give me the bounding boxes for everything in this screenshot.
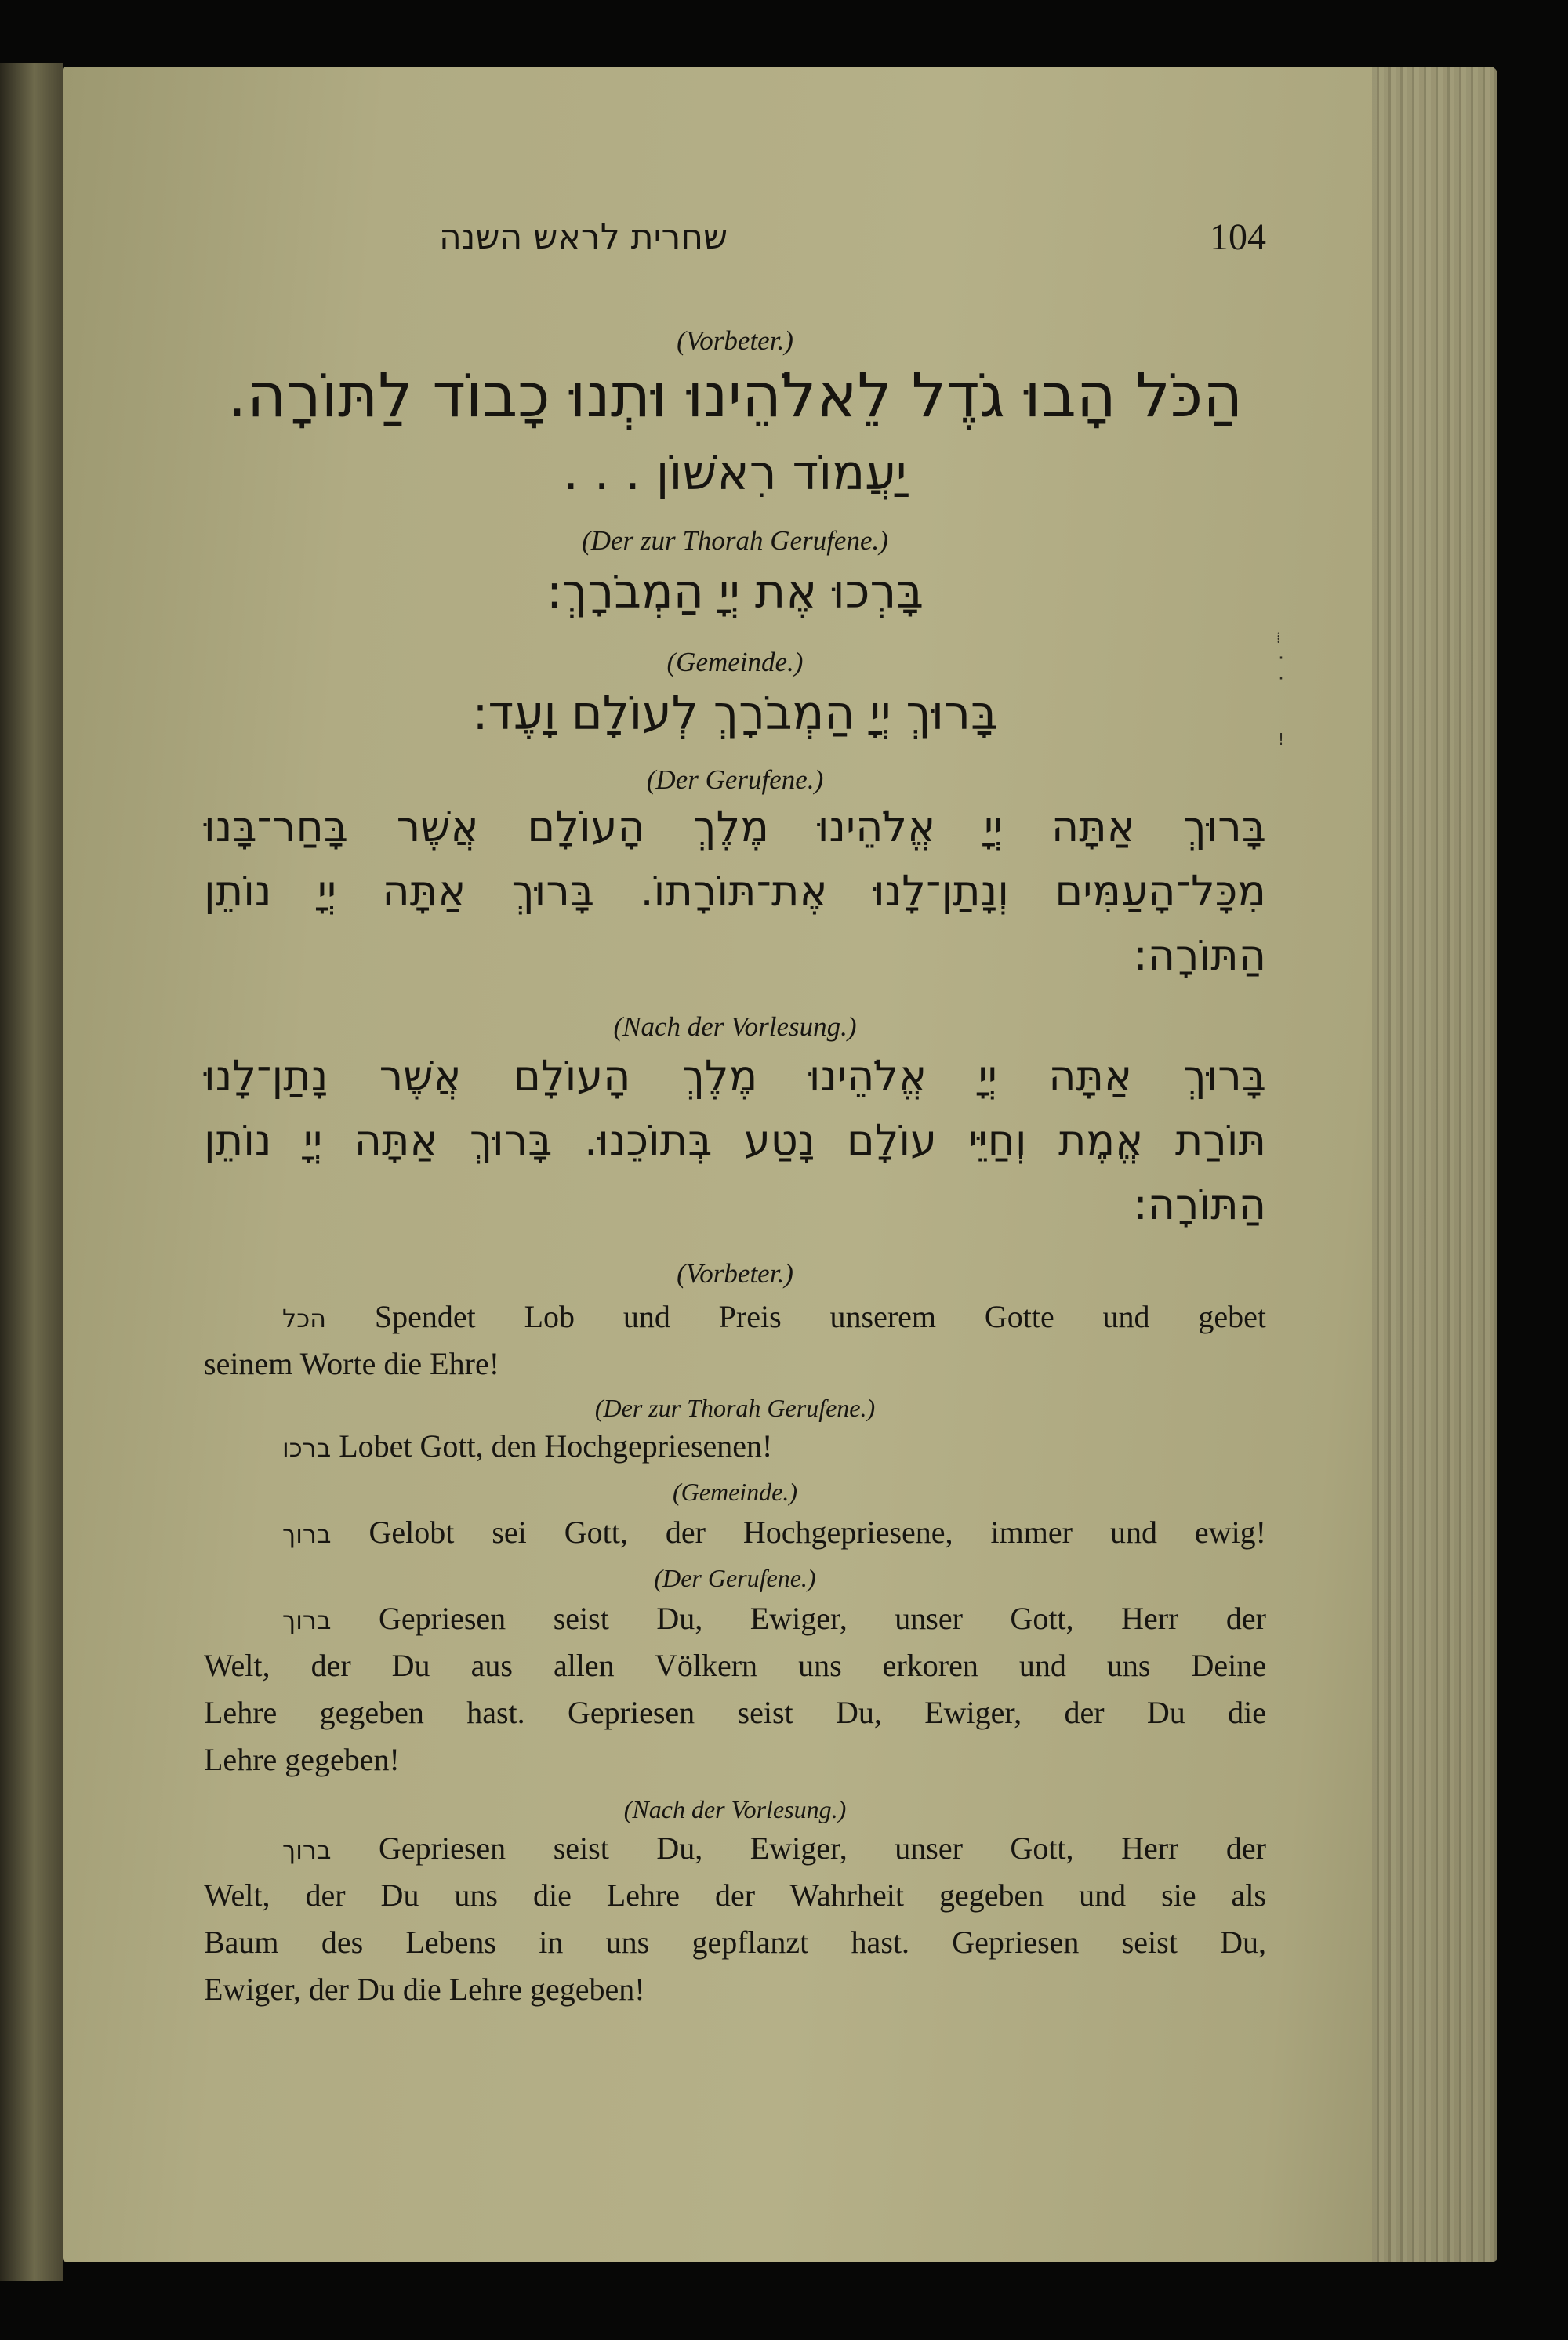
hebrew-cue-word: הכל [282,1304,327,1333]
german-line: ברוך Gepriesen seist Du, Ewiger, unser Gott, Herr der [282,1601,1266,1636]
german-line: Ewiger, der Du die Lehre gegeben! [204,1972,645,2007]
german-line-gelobt: ברוך Gelobt sei Gott, der Hochgepriesene, immer und ewig! [282,1515,1267,1550]
rubric-nach-der-vorlesung: (Nach der Vorlesung.) [613,1011,857,1042]
rubric-gemeinde-de: (Gemeinde.) [672,1478,798,1506]
adjacent-page-edge [0,63,63,2281]
hebrew-cue-word: ברוך [282,1605,332,1635]
rubric-vorbeter-de: (Vorbeter.) [677,1258,793,1289]
rubric-vorbeter: (Vorbeter.) [677,325,793,356]
hebrew-cue-word: ברוך [282,1519,332,1549]
page-stack-edge [1372,67,1497,2262]
german-line: הכל Spendet Lob und Preis unserem Gotte und gebet [282,1299,1267,1334]
hebrew-line-barchu: בָּרְכוּ אֶת יְיָ הַמְבֹרָךְ: [546,564,924,619]
hebrew-blessing-after-line: תּוֹרַת אֱמֶת וְחַיֵּי עוֹלָם נָטַע בְּתוֹכֵנוּ. בָּרוּךְ אַתָּה יְיָ נוֹתֵן [204,1116,1266,1165]
margin-pencil-marks: ⁞ · · ! [1276,628,1287,749]
rubric-gemeinde: (Gemeinde.) [666,647,804,677]
page-number: 104 [1210,216,1266,258]
german-line: Welt, der Du aus allen Völkern uns erkoren und uns Deine [204,1648,1266,1683]
hebrew-blessing-before-line: מִכָּל־הָעַמִּים וְנָתַן־לָנוּ אֶת־תּוֹרָתוֹ. בָּרוּךְ אַתָּה יְיָ נוֹתֵן [204,866,1266,916]
hebrew-blessing-after-line: הַתּוֹרָה: [1133,1180,1266,1229]
german-line: Baum des Lebens in uns gepflanzt hast. Gepriesen seist Du, [204,1925,1266,1960]
hebrew-line-yaamod: יַעֲמוֹד רִאשׁוֹן . . . [563,444,907,501]
rubric-der-zur-thorah-gerufene: (Der zur Thorah Gerufene.) [582,525,888,556]
german-line: ברוך Gepriesen seist Du, Ewiger, unser Gott, Herr der [282,1830,1266,1866]
german-line-barchu: ברכו Lobet Gott, den Hochgepriesenen! [282,1428,773,1464]
hebrew-blessing-after-line: בָּרוּךְ אַתָּה יְיָ אֱלֹהֵינוּ מֶלֶךְ הָעוֹלָם אֲשֶׁר נָתַן־לָנוּ [204,1051,1266,1101]
rubric-der-gerufene-de: (Der Gerufene.) [654,1564,816,1592]
hebrew-line-baruch-hamevorach: בָּרוּךְ יְיָ הַמְבֹרָךְ לְעוֹלָם וָעֶד: [472,686,998,741]
german-line: Lehre gegeben hast. Gepriesen seist Du, Ewiger, der Du die [204,1695,1266,1730]
german-line: seinem Worte die Ehre! [204,1346,500,1381]
rubric-nach-der-vorlesung-de: (Nach der Vorlesung.) [623,1795,847,1823]
german-line: Welt, der Du uns die Lehre der Wahrheit gegeben und sie als [204,1877,1266,1913]
hebrew-cue-word: ברוך [282,1835,332,1865]
hebrew-blessing-before-line: הַתּוֹרָה: [1133,931,1266,980]
hebrew-blessing-before-line: בָּרוּךְ אַתָּה יְיָ אֱלֹהֵינוּ מֶלֶךְ הָעוֹלָם אֲשֶׁר בָּחַר־בָּנוּ [204,802,1266,851]
hebrew-cue-word: ברכו [282,1433,332,1463]
german-line: Lehre gegeben! [204,1742,400,1777]
page-header [204,216,1266,278]
hebrew-line-hakol: הַכֹּל הָבוּ גֹדֶל לֵאלֹהֵינוּ וּתְנוּ כָבוֹד לַתּוֹרָה. [227,361,1243,431]
rubric-der-zur-thorah-gerufene-de: (Der zur Thorah Gerufene.) [594,1394,876,1422]
rubric-der-gerufene: (Der Gerufene.) [646,764,824,795]
book-page [63,67,1497,2262]
running-head: שחרית לראש השנה [439,217,728,257]
